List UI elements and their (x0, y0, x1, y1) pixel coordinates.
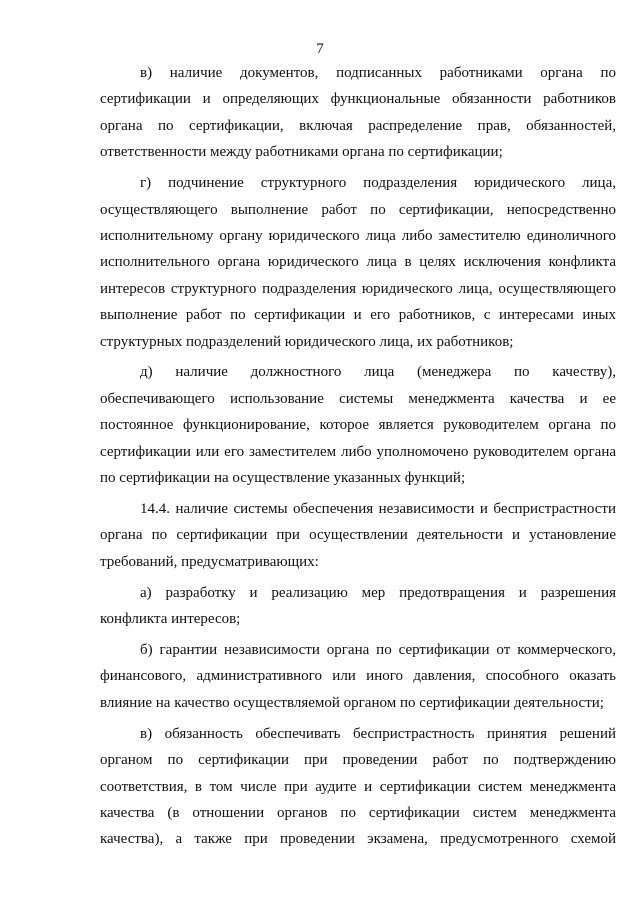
paragraph-item-a: а) разработку и реализацию мер предотвращения и разрешения конфликта интересов; (100, 584, 616, 628)
paragraph-item-g: г) подчинение структурного подразделения юридического лица, осуществляющего выполнение работ по сертификации, непосредственно исполнительному органу юридического лица либо заместителю единоличного исполнительного органа юридического лица в целях исключения конфликта интересов структурного подразделения юридического лица, осуществляющего выполнение работ по сертификации и его работников, с интересами иных структурных подразделений юридического лица, их работников; (100, 175, 616, 350)
paragraph-section-14-4: 14.4. наличие системы обеспечения независимости и беспристрастности органа по сертификации при осуществлении деятельности и установление требований, предусматривающих: (100, 501, 616, 570)
paragraph-item-v: в) наличие документов, подписанных работниками органа по сертификации и определяющих функциональные обязанности работников органа по сертификации, включая распределение прав, обязанностей, ответственности между работниками органа по сертификации; (100, 65, 616, 161)
paragraph-item-v-2: в) обязанность обеспечивать беспристрастность принятия решений органом по сертификации при проведении работ по подтверждению соответствия, в том числе при аудите и сертификации систем менеджмента качества (в отношении органов по сертификации систем менеджмента качества), а также при проведении экзамена, предусмотренного схемой (100, 725, 616, 848)
paragraph-item-b: б) гарантии независимости органа по сертификации от коммерческого, финансового, административного или иного давления, способного оказать влияние на качество осуществляемой органом по сертификации деятельности; (100, 642, 616, 711)
page-number: 7 (316, 41, 324, 57)
document-body (100, 60, 616, 857)
paragraph-item-d: д) наличие должностного лица (менеджера по качеству), обеспечивающего использование системы менеджмента качества и ее постоянное функционирование, которое является руководителем органа по сертификации или его заместителем либо уполномочено руководителем органа по сертификации на осуществление указанных функций; (100, 364, 616, 487)
